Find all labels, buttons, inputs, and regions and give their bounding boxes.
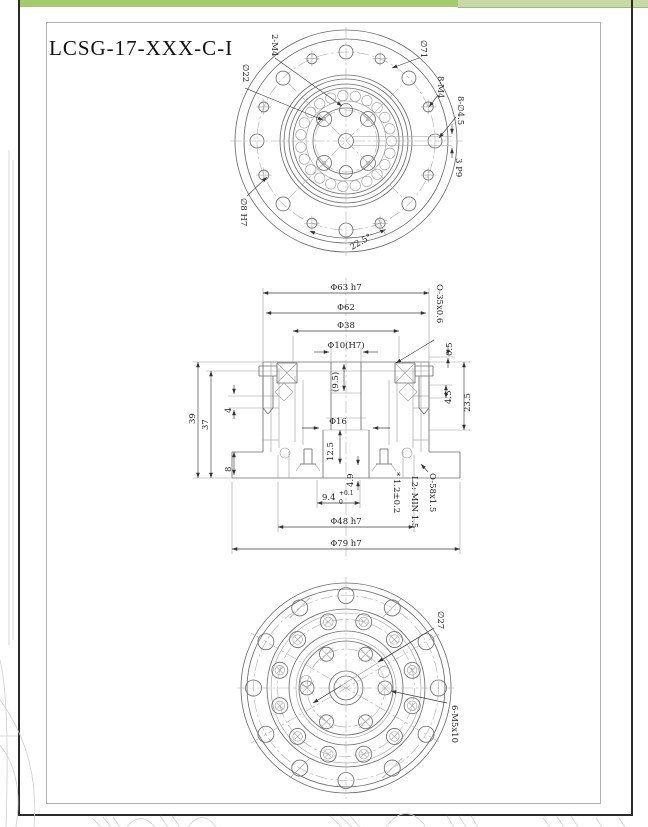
dim-4: 4 — [224, 407, 234, 413]
label-d8-h7: ∅8 H7 — [238, 198, 248, 227]
label-d27: ∅27 — [435, 611, 445, 630]
dim-d16: Φ16 — [329, 417, 347, 427]
dim-0-5: 0.5 — [445, 342, 455, 356]
label-d22: ∅22 — [240, 64, 250, 83]
dim-39: 39 — [188, 413, 198, 424]
dim-d63: Φ63 h7 — [330, 283, 362, 293]
dim-d62: Φ62 — [337, 303, 355, 313]
dim-9-4-tol-upper: +0.1 — [339, 490, 354, 497]
dim-d38: Φ38 — [337, 321, 355, 331]
dim-9-4-tol-lower: 0 — [339, 499, 343, 506]
label-angle-22-5: 22.5° — [348, 232, 374, 253]
label-keyway: 3 P9 — [453, 158, 463, 178]
dim-4-5: 4.5 — [444, 390, 454, 404]
dim-4-9: 4.9 — [346, 473, 356, 487]
label-8-m4: 8-M4 — [435, 76, 445, 99]
dim-d10: Φ10(H7) — [327, 341, 365, 351]
dim-9-5: (9.5) — [331, 371, 341, 392]
page-title: LCSG-17-XXX-C-I — [49, 36, 234, 60]
label-d71: ∅71 — [418, 40, 428, 59]
top-view-drawing — [230, 27, 463, 256]
dim-8: 8 — [224, 466, 234, 472]
dim-37: 37 — [201, 419, 211, 430]
dim-l2: L2: MIN 1.5 — [409, 476, 419, 529]
dim-12-5: 12.5 — [326, 442, 336, 461]
label-6-m5: 6-M5x10 — [449, 705, 459, 744]
label-2-m4: 2-M4 — [269, 34, 279, 57]
dim-9-4: 9.4 — [322, 493, 336, 503]
bottom-view-drawing — [237, 577, 456, 799]
dim-23-5: 23.5 — [463, 393, 473, 412]
dim-oring-bot: O-58x1.5 — [427, 473, 437, 513]
dim-d79: Φ79 h7 — [330, 539, 362, 549]
dim-1-2: * 1.2±0.2 — [391, 472, 401, 514]
dim-d48: Φ48 h7 — [330, 517, 362, 527]
dim-oring-top: O-35x0.6 — [434, 284, 444, 324]
label-8-d45: 8-∅4.5 — [455, 96, 465, 126]
